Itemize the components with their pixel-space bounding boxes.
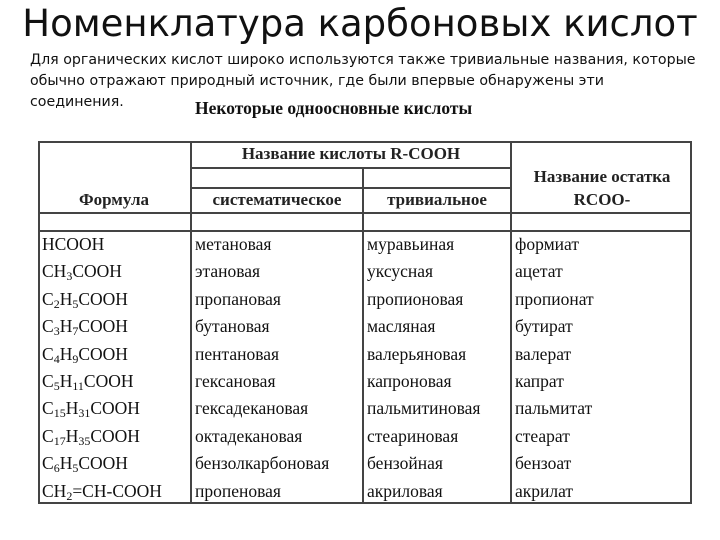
cell-residue: бутират xyxy=(515,316,573,337)
row-divider xyxy=(38,230,692,232)
cell-trivial: валерьяновая xyxy=(367,343,467,364)
column-divider xyxy=(362,168,364,504)
cell-formula: $CH_3COOH$ xyxy=(42,261,122,284)
cell-residue: пропионат xyxy=(515,288,594,309)
cell-trivial: муравьиная xyxy=(367,234,455,254)
cell-residue: валерат xyxy=(515,343,572,364)
acids-table xyxy=(38,141,692,504)
cell-systematic: бензолкарбоновая xyxy=(195,453,330,474)
cell-systematic: октадекановая xyxy=(195,425,303,446)
cell-trivial: уксусная xyxy=(367,261,434,282)
cell-formula: HCOOH xyxy=(42,234,105,254)
cell-systematic: метановая xyxy=(195,234,272,254)
cell-systematic: бутановая xyxy=(195,316,270,337)
header-residue-line2: RCOO- xyxy=(573,190,631,209)
cell-trivial: масляная xyxy=(367,316,436,337)
header-systematic: систематическое xyxy=(212,190,342,209)
cell-formula: $C_{15}H_{31}COOH$ xyxy=(42,398,140,421)
cell-formula: $C_{17}H_{35}COOH$ xyxy=(42,425,140,448)
header-formula: Формула xyxy=(79,190,149,209)
row-divider xyxy=(190,187,512,189)
cell-systematic: пропановая xyxy=(195,288,281,309)
cell-formula: $CH_2=CH$-COOH xyxy=(42,480,162,503)
cell-residue: стеарат xyxy=(515,425,570,446)
cell-systematic: гексадекановая xyxy=(195,398,309,419)
cell-systematic: гексановая xyxy=(195,371,276,391)
table-caption: Некоторые одноосновные кислоты xyxy=(195,98,473,118)
cell-trivial: бензойная xyxy=(367,453,443,474)
cell-residue: пальмитат xyxy=(515,398,593,419)
cell-systematic: пропеновая xyxy=(195,480,281,501)
cell-systematic: этановая xyxy=(195,261,261,282)
cell-trivial: пропионовая xyxy=(367,288,464,309)
cell-residue: капрат xyxy=(515,371,564,391)
cell-formula: $C_6H_5COOH$ xyxy=(42,453,128,476)
cell-formula: $C_5H_{11}COOH$ xyxy=(42,371,134,393)
cell-residue: ацетат xyxy=(515,261,563,282)
cell-trivial: стеариновая xyxy=(367,425,459,446)
cell-residue: формиат xyxy=(515,234,579,254)
cell-residue: акрилат xyxy=(515,480,574,501)
header-acid-name: Название кислоты R-COOH xyxy=(241,144,461,163)
cell-trivial: капроновая xyxy=(367,371,452,391)
cell-residue: бензоат xyxy=(515,453,572,474)
slide-title: Номенклатура карбоновых кислот xyxy=(22,2,698,45)
row-divider xyxy=(38,212,692,214)
cell-systematic: пентановая xyxy=(195,343,280,364)
cell-formula: $C_2H_5COOH$ xyxy=(42,288,128,311)
cell-formula: $C_4H_9COOH$ xyxy=(42,343,128,366)
cell-trivial: пальмитиновая xyxy=(367,398,481,419)
cell-trivial: акриловая xyxy=(367,480,443,501)
header-residue-line1: Название остатка xyxy=(533,167,671,186)
intro-paragraph: Для органических кислот широко используются также тривиальные названия, которые обычно отражают природный источник, где были впервые обнаружены эти соединения. xyxy=(30,52,696,110)
row-divider xyxy=(190,167,512,169)
header-trivial: тривиальное xyxy=(387,190,487,209)
cell-formula: $C_3H_7COOH$ xyxy=(42,316,128,339)
